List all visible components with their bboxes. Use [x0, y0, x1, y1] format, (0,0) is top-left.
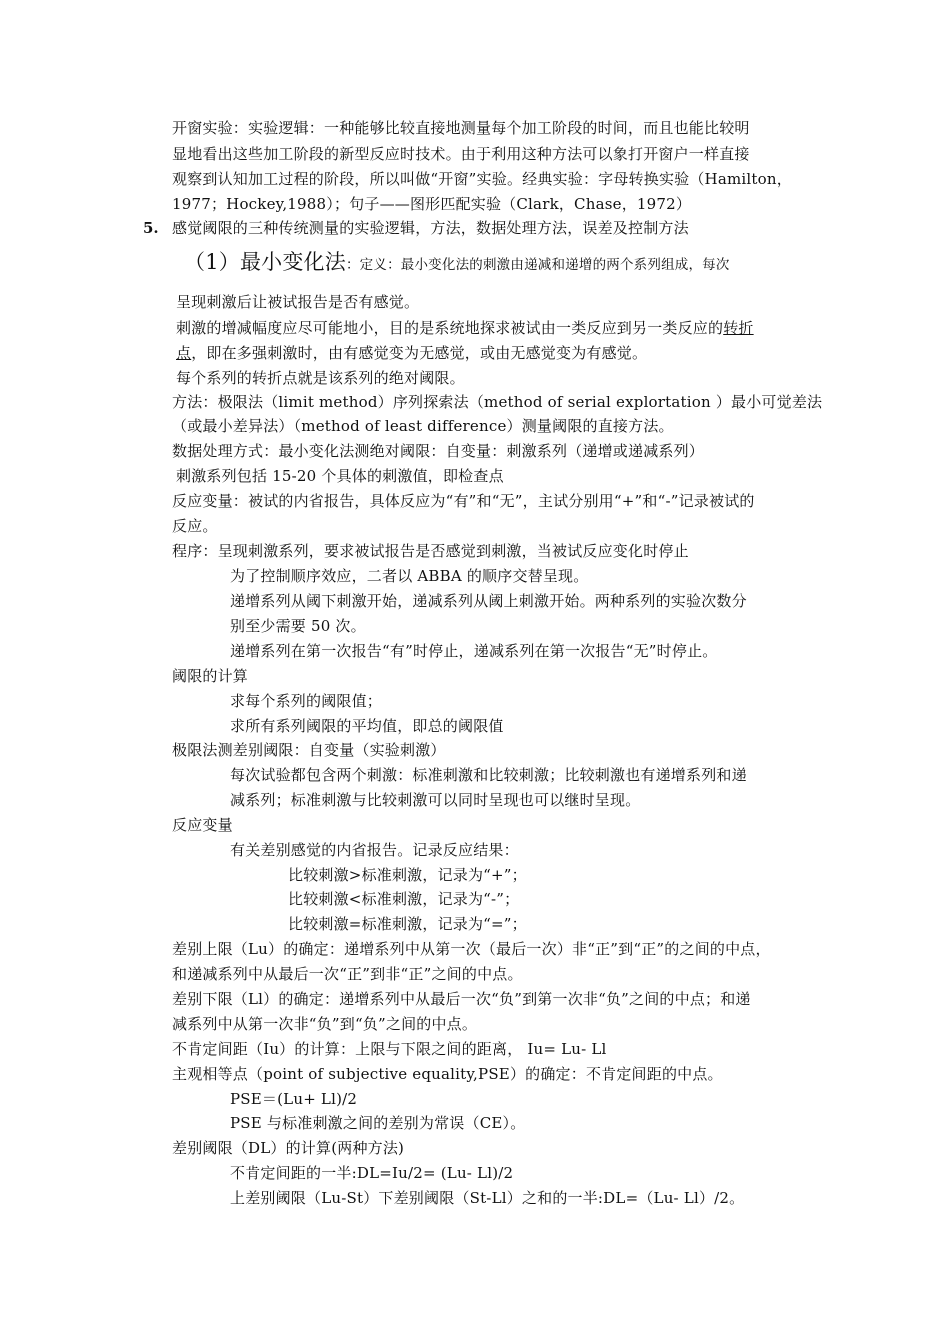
text-line: 主观相等点（point of subjective equality,PSE）的确定：不肯定间距的中点。: [172, 1065, 723, 1083]
text-line: 差别下限（Ll）的确定：递增系列中从最后一次“负”到第一次非“负”之间的中点；和递: [172, 990, 751, 1008]
text-line: 程序：呈现刺激系列，要求被试报告是否感觉到刺激，当被试反应变化时停止: [172, 542, 689, 560]
text-line: 阈限的计算: [172, 667, 249, 685]
text-line: 递增系列从阈下刺激开始，递减系列从阈上刺激开始。两种系列的实验次数分: [230, 592, 747, 610]
text-line: 求每个系列的阈限值；: [230, 692, 383, 710]
text-line: [176, 343, 647, 363]
text-line: 呈现刺激后让被试报告是否有感觉。: [176, 293, 420, 311]
text-line: 刺激系列包括 15-20 个具体的刺激值，即检查点: [176, 467, 504, 485]
text-line: （或最小差异法）（method of least difference）测量阈限的直接方法。: [172, 417, 674, 435]
text-line: 反应。: [172, 517, 218, 535]
text-line: 递增系列在第一次报告“有”时停止，递减系列在第一次报告“无”时停止。: [230, 642, 718, 660]
text-line: 有关差别感觉的内省报告。记录反应结果：: [230, 841, 519, 859]
text-line: 数据处理方式：最小变化法测绝对阈限：自变量：刺激系列（递增或递减系列）: [172, 442, 705, 460]
text-line: 为了控制顺序效应，二者以 ABBA 的顺序交替呈现。: [230, 567, 589, 585]
text-line: 开窗实验：实验逻辑：一种能够比较直接地测量每个加工阶段的时间，而且也能比较明: [172, 119, 750, 137]
text-line: PSE 与标准刺激之间的差别为常误（CE）。: [230, 1114, 526, 1132]
text-line: 比较刺激=标准刺激，记录为“=”；: [288, 915, 527, 933]
text-segment: 刺激的增减幅度应尽可能地小，目的是系统地探求被试由一类反应到另一类反应的: [176, 319, 724, 337]
text-line: 方法：极限法（limit method）序列探索法（method of serial explortation ）最小可觉差法: [172, 393, 823, 411]
text-line: 比较刺激<标准刺激，记录为“-”；: [288, 890, 520, 908]
section-definition: ：定义：最小变化法的刺激由递减和递增的两个系列组成，每次: [345, 257, 730, 273]
text-line: [176, 318, 754, 338]
item-number: 5.: [143, 219, 159, 237]
text-line: 求所有系列阈限的平均值，即总的阈限值: [230, 717, 504, 735]
text-line: 1977；Hockey,1988）；句子——图形匹配实验（Clark，Chase，1972）: [172, 195, 692, 213]
text-line: 观察到认知加工过程的阶段，所以叫做“开窗”实验。经典实验：字母转换实验（Hamilton，: [172, 170, 792, 188]
underlined-term: 点: [176, 344, 192, 362]
section-heading: [184, 248, 730, 279]
text-line: 别至少需要 50 次。: [230, 617, 366, 635]
text-segment: ，即在多强刺激时，由有感觉变为无感觉，或由无感觉变为有感觉。: [191, 344, 648, 362]
text-line: 比较刺激>标准刺激，记录为“+”；: [288, 866, 527, 884]
text-line: 反应变量: [172, 816, 233, 834]
text-line: 极限法测差别阈限：自变量（实验刺激）: [172, 741, 446, 759]
text-line: 反应变量：被试的内省报告，具体反应为“有”和“无”，主试分别用“+”和“-”记录被试的: [172, 492, 755, 510]
question-heading: 感觉阈限的三种传统测量的实验逻辑，方法，数据处理方法，误差及控制方法: [172, 219, 689, 237]
text-line: 每次试验都包含两个刺激：标准刺激和比较刺激；比较刺激也有递增系列和递: [230, 766, 747, 784]
text-line: 和递减系列中从最后一次“正”到非“正”之间的中点。: [172, 965, 523, 983]
text-line: 减系列；标准刺激与比较刺激可以同时呈现也可以继时呈现。: [230, 791, 641, 809]
text-line: 差别阈限（DL）的计算(两种方法): [172, 1139, 405, 1157]
section-title: （1）最小变化法: [184, 250, 346, 274]
underlined-term: 转折: [723, 319, 754, 337]
text-line: 减系列中从第一次非“负”到“负”之间的中点。: [172, 1015, 478, 1033]
formula-line: 上差别阈限（Lu-St）下差别阈限（St-Ll）之和的一半:DL=（Lu- Ll）/2。: [230, 1189, 745, 1207]
text-line: 每个系列的转折点就是该系列的绝对阈限。: [176, 369, 465, 387]
text-line: 不肯定间距（Iu）的计算：上限与下限之间的距离， Iu= Lu- Ll: [172, 1040, 607, 1058]
formula-line: 不肯定间距的一半:DL=Iu/2= (Lu- Ll)/2: [230, 1164, 514, 1182]
text-line: 显地看出这些加工阶段的新型反应时技术。由于利用这种方法可以象打开窗户一样直接: [172, 145, 750, 163]
formula-line: PSE＝(Lu+ Ll)/2: [230, 1090, 358, 1108]
text-line: 差别上限（Lu）的确定：递增系列中从第一次（最后一次）非“正”到“正”的之间的中点，: [172, 940, 771, 958]
